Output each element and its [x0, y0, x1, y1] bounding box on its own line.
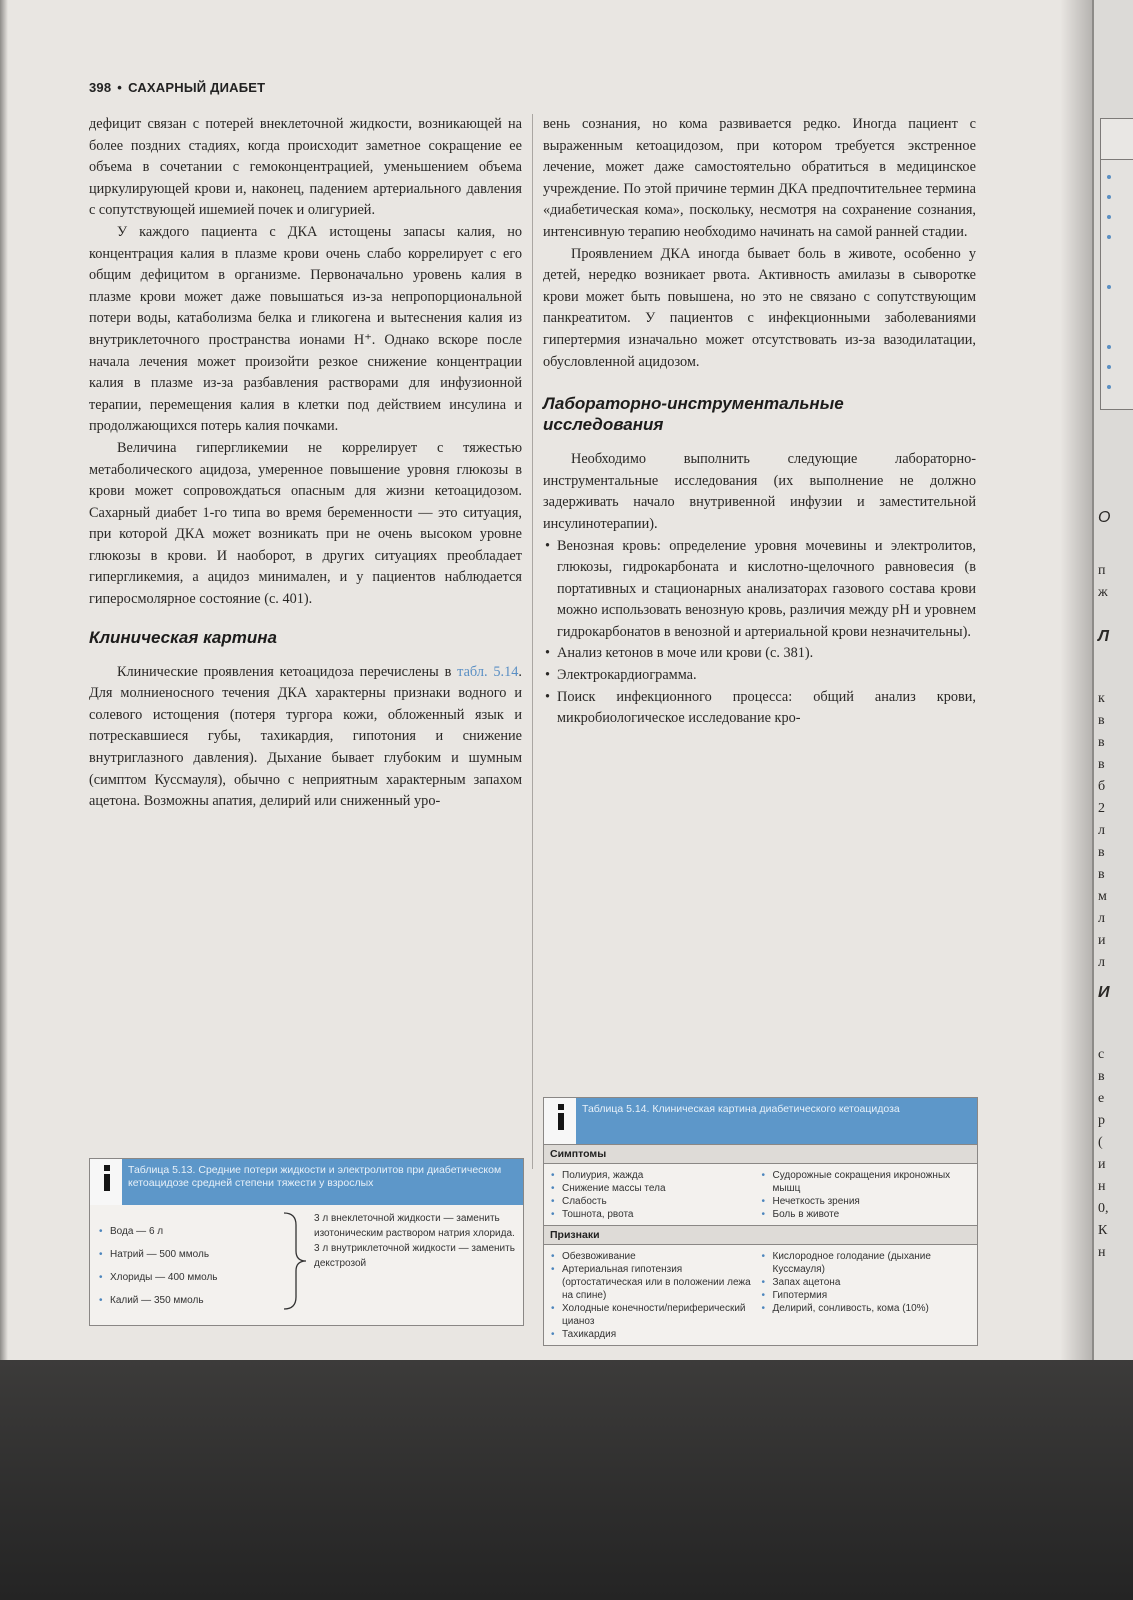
table-5-13 — [89, 1158, 524, 1326]
fragment-letter: ( — [1098, 1135, 1103, 1150]
symptoms-right-column — [761, 1169, 972, 1221]
column-divider — [532, 114, 533, 1169]
fragment-letter: р — [1098, 1113, 1105, 1128]
fragment-letter: и — [1098, 933, 1106, 948]
scan-background-bottom — [0, 1360, 1133, 1600]
fragment-letter: ж — [1098, 585, 1108, 600]
list-item: • Полиурия, жажда — [550, 1169, 761, 1182]
list-item: • Нечеткость зрения — [761, 1195, 972, 1208]
signs-left-column — [550, 1250, 761, 1341]
list-item: • Гипотермия — [761, 1289, 972, 1302]
fragment-letter: л — [1098, 911, 1105, 926]
table-5-14 — [543, 1097, 978, 1346]
page-edge-shadow — [0, 0, 8, 1360]
list-item: • Тахикардия — [550, 1328, 761, 1341]
table-header — [90, 1159, 523, 1205]
fragment-letter: 2 — [1098, 801, 1105, 816]
fragment-letter: 0, — [1098, 1201, 1109, 1216]
fragment-letter: л — [1098, 823, 1105, 838]
symptoms-left-column — [550, 1169, 761, 1221]
fragment-bullet — [1107, 235, 1111, 239]
paragraph — [89, 662, 522, 813]
fragment-letter: б — [1098, 779, 1106, 794]
info-icon — [102, 1165, 112, 1191]
fragment-letter: в — [1098, 845, 1105, 860]
list-item: • Снижение массы тела — [550, 1182, 761, 1195]
table-title: Таблица 5.13. Средние потери жидкости и электролитов при диабетическом кетоацидозе средней степени тяжести у взрослых — [128, 1164, 502, 1189]
fragment-bullet — [1107, 365, 1111, 369]
fragment-letter: в — [1098, 1069, 1105, 1084]
list-item: • Калий — 350 ммоль — [98, 1289, 278, 1312]
symptoms-grid — [544, 1164, 977, 1225]
header-title: САХАРНЫЙ ДИАБЕТ — [128, 80, 266, 95]
fragment-letter: в — [1098, 757, 1105, 772]
list-item: • Вода — 6 л — [98, 1220, 278, 1243]
fragment-letter: О — [1098, 509, 1111, 526]
paragraph-text: . Для молниеносного течения ДКА характерны признаки водного и солевого истощения (потеря тургора кожи, обложенный язык и потрескавшиеся губы, тахикардия, гипотония и снижение внутриглазного давления). Дыхание бывает глубоким и шумным (симптом Куссмауля), обычно с неприятным характерным запахом ацетона. Возможны апатия, делирий или сниженный уро- — [89, 663, 522, 810]
list-item: • Электрокардиограмма. — [543, 665, 976, 687]
table-title: Таблица 5.14. Клиническая картина диабетического кетоацидоза — [582, 1103, 900, 1115]
list-item: • Холодные конечности/периферический цианоз — [550, 1302, 761, 1328]
list-item: • Венозная кровь: определение уровня мочевины и электролитов, глюкозы, гидрокарбоната и кислотно-щелочного равновесия (в портативных и стационарных анализаторах газового состава крови можно использовать венозную кровь, различия между pH и уровнем гидрокарбонатов в венозной и артериальной крови незначительны). — [543, 536, 976, 644]
fragment-letter: К — [1098, 1223, 1108, 1238]
list-item: • Запах ацетона — [761, 1276, 972, 1289]
paragraph: Проявлением ДКА иногда бывает боль в животе, особенно у детей, нередко возникает рвота. Активность амилазы в сыворотке крови может быть повышена, но это не связано с сопутствующим панкреатитом. У пациентов с инфекционными заболеваниями гипертермия изначально может отсутствовать из-за вазодилатации, обусловленной ацидозом. — [543, 245, 976, 370]
right-column — [543, 114, 976, 730]
left-column — [89, 114, 522, 813]
list-item: • Артериальная гипотензия (ортостатическая или в положении лежа на спине) — [550, 1263, 761, 1302]
list-item: • Натрий — 500 ммоль — [98, 1243, 278, 1266]
running-header — [89, 80, 265, 95]
section-header-signs: Признаки — [544, 1225, 977, 1245]
paragraph-text: Клинические проявления кетоацидоза перечислены в — [117, 663, 458, 680]
right-page-edge — [1092, 0, 1133, 1360]
paragraph: Необходимо выполнить следующие лабораторно-инструментальные исследования (их выполнение не должно задерживать начало внутривенной инфузии и заместительной инсулинотерапии). — [543, 451, 976, 532]
list-item: • Поиск инфекционного процесса: общий анализ крови, микробиологическое исследование кро- — [543, 687, 976, 730]
fragment-letter: н — [1098, 1245, 1106, 1260]
fragment-bullet — [1107, 385, 1111, 389]
paragraph: дефицит связан с потерей внеклеточной жидкости, возникающей на более поздних стадиях, когда происходит заметное сокращение ее объема в сочетании с гемоконцентрацией, уменьшением объема циркулирующей крови и, наконец, падением артериального давления с сопутствующей ишемией почек и олигурией. — [89, 116, 522, 219]
header-bullet: • — [117, 80, 123, 95]
fragment-letter: п — [1098, 563, 1106, 578]
paragraph: Величина гипергликемии не коррелирует с тяжестью метаболического ацидоза, умеренное повышение уровня глюкозы в крови может сопровождаться опасным для жизни кетоацидозом. Сахарный диабет 1-го типа во время беременности — это ситуация, при которой ДКА может возникать при не очень высоком уровне глюкозы в крови. И наоборот, в других ситуациях преобладает гипергликемия, а ацидоз минимален, и у пациентов наблюдается гиперосмолярное состояние (с. 401). — [89, 439, 522, 608]
paragraph: вень сознания, но кома развивается редко. Иногда пациент с выраженным кетоацидозом, при котором требуется экстренное лечение, может даже самостоятельно обратиться в медицинское учреждение. По этой причине термин ДКА предпочтительнее термина «диабетическая кома», поскольку, несмотря на сохранение сознания, интенсивную терапию необходимо начинать на самой ранней стадии. — [543, 116, 976, 240]
list-item: • Хлориды — 400 ммоль — [98, 1266, 278, 1289]
bullet-list — [543, 536, 976, 730]
right-page-table-fragment — [1100, 118, 1133, 410]
fragment-letter: в — [1098, 735, 1105, 750]
fragment-letter: н — [1098, 1179, 1106, 1194]
fragment-header — [1101, 119, 1133, 160]
table-body — [90, 1205, 523, 1325]
list-item: • Делирий, сонливость, кома (10%) — [761, 1302, 972, 1315]
fragment-letter: с — [1098, 1047, 1105, 1062]
table-header — [544, 1098, 977, 1144]
fragment-letter: м — [1098, 889, 1107, 904]
fragment-letter: к — [1098, 691, 1105, 706]
fragment-letter: е — [1098, 1091, 1105, 1106]
section-heading: Лабораторно-инструментальные исследования — [543, 394, 844, 435]
section-heading: Клиническая картина — [89, 627, 277, 647]
fragment-letter: и — [1098, 1157, 1106, 1172]
fragment-bullet — [1107, 215, 1111, 219]
list-item: • Тошнота, рвота — [550, 1208, 761, 1221]
fragment-letter: л — [1098, 955, 1105, 970]
fragment-letter: в — [1098, 867, 1105, 882]
list-item: • Слабость — [550, 1195, 761, 1208]
section-header-symptoms: Симптомы — [544, 1144, 977, 1164]
fragment-letter: И — [1098, 984, 1110, 1001]
fragment-bullet — [1107, 175, 1111, 179]
curly-brace-icon — [278, 1211, 314, 1317]
list-item: • Анализ кетонов в моче или крови (с. 381). — [543, 643, 976, 665]
fragment-letter: Л — [1098, 628, 1109, 645]
fragment-bullet — [1107, 285, 1111, 289]
list-item: • Боль в животе — [761, 1208, 972, 1221]
list-item: • Обезвоживание — [550, 1250, 761, 1263]
table-note: 3 л внеклеточной жидкости — заменить изотоническим раствором натрия хлорида. 3 л внутриклеточной жидкости — заменить декстрозой — [314, 1213, 515, 1269]
list-item: • Судорожные сокращения икроножных мышц — [761, 1169, 972, 1195]
signs-right-column — [761, 1250, 972, 1341]
page-number: 398 — [89, 80, 112, 95]
fragment-bullet — [1107, 345, 1111, 349]
paragraph: У каждого пациента с ДКА истощены запасы калия, но концентрация калия в плазме крови очень слабо коррелирует с его общим дефицитом в организме. Первоначально уровень калия в плазме крови может даже повышаться из-за непропорциональной потери воды, катаболизма белка и гликогена и вытеснения калия из внутриклеточного пространства ионами H⁺. Однако вскоре после начала лечения может произойти резкое снижение концентрации калия в плазме из-за разбавления растворами для инфузионной терапии, перемещения калия в клетки под действием инсулина и продолжающихся потерь калия почками. — [89, 223, 522, 435]
signs-grid — [544, 1245, 977, 1345]
fragment-bullet — [1107, 195, 1111, 199]
fragment-letter: в — [1098, 713, 1105, 728]
list-item: • Кислородное голодание (дыхание Куссмауля) — [761, 1250, 972, 1276]
spine-shadow — [1060, 0, 1092, 1360]
table-reference-link[interactable]: табл. 5.14 — [457, 663, 519, 680]
info-icon — [556, 1104, 566, 1130]
losses-list — [98, 1211, 278, 1317]
